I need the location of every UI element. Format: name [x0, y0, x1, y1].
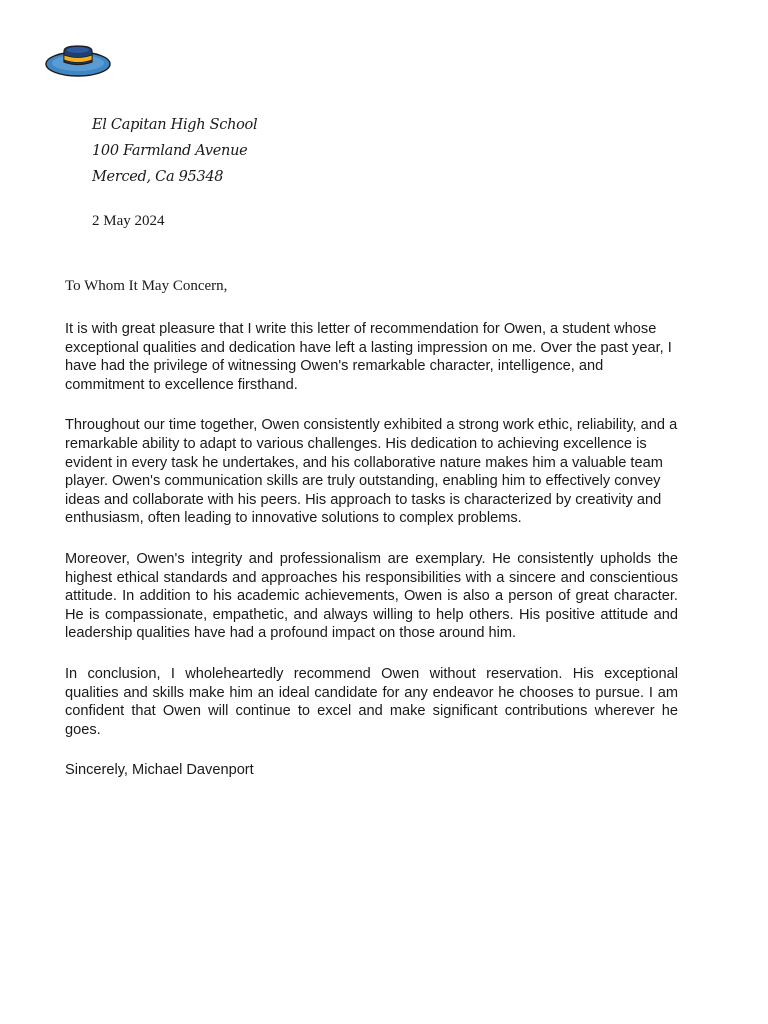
city-state-zip: Merced, Ca 95348 [92, 169, 224, 185]
street-address: 100 Farmland Avenue [92, 143, 248, 159]
body-paragraph-2: Throughout our time together, Owen consistently exhibited a strong work ethic, reliability, and a remarkable ability to adapt to various challenges. His dedication to achieving excellence is evident in every task he undertakes, and his collaborative nature makes him a valuable team player. Owen's communication skills are truly outstanding, enabling him to effectively convey ideas and collaborate with his peers. His approach to tasks is characterized by creativity and enthusiasm, often leading to innovative solutions to complex problems. [65, 417, 678, 527]
body-paragraph-1: It is with great pleasure that I write this letter of recommendation for Owen, a student whose exceptional qualities and dedication have left a lasting impression on me. Over the past year, I have had the privilege of witnessing Owen's remarkable character, intelligence, and commitment to excellence firsthand. [65, 321, 672, 393]
closing-signature: Sincerely, Michael Davenport [65, 762, 254, 779]
school-name: El Capitan High School [92, 117, 258, 133]
sender-address [92, 112, 257, 190]
salutation: To Whom It May Concern, [65, 278, 228, 294]
body-paragraph-3: Moreover, Owen's integrity and professionalism are exemplary. He consistently upholds the highest ethical standards and approaches his responsibilities with a sincere and conscientious attitude. In addition to his academic achievements, Owen is also a person of great character. He is compassionate, empathetic, and always willing to help others. His positive attitude and leadership qualities have had a profound impact on those around him. [65, 550, 678, 642]
letter-date: 2 May 2024 [92, 213, 165, 229]
letter-body [65, 320, 678, 802]
hat-logo-icon [44, 42, 112, 80]
body-paragraph-4: In conclusion, I wholeheartedly recommend Owen without reservation. His exceptional qualities and skills make him an ideal candidate for any endeavor he chooses to pursue. I am confident that Owen will continue to excel and make significant contributions wherever he goes. [65, 665, 678, 738]
